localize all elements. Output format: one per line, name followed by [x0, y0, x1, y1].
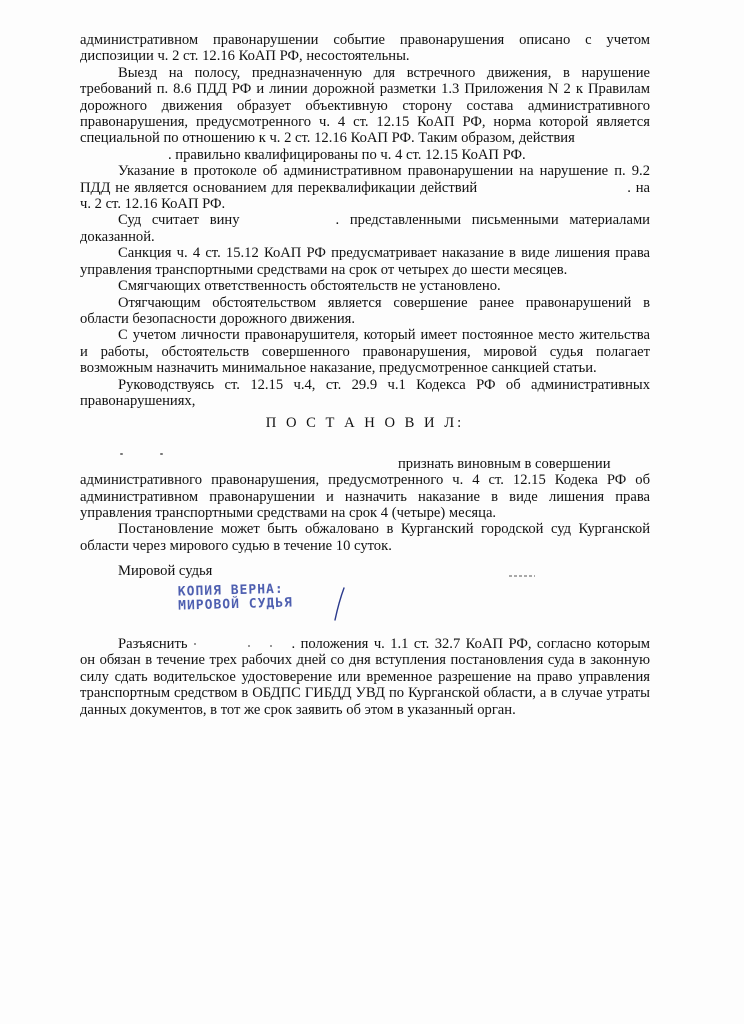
scan-speck — [248, 645, 250, 647]
paragraph-explanation — [80, 636, 650, 718]
handwritten-signature-mark — [330, 586, 350, 622]
judge-signature-label: Мировой судья — [118, 563, 213, 579]
stamp-line-1: КОПИЯ ВЕРНА: — [177, 581, 284, 600]
paragraph-personality: С учетом личности правонарушителя, который имеет постоянное место жительства и работы, обстоятельств совершенного правонарушения, мировой судья полагает возможным назначить минимальное наказание, предусмотренное санкцией статьи. — [80, 327, 650, 377]
scan-speck — [194, 643, 196, 645]
stamp-line-2: МИРОВОЙ СУДЬЯ — [177, 595, 294, 614]
paragraph-aggravating: Отягчающим обстоятельством является совершение ранее правонарушений в области безопасности дорожного движения. — [80, 294, 650, 327]
signature-dash-mark — [508, 574, 536, 578]
blank-space — [80, 434, 650, 456]
resolution-heading: П О С Т А Н О В И Л: — [265, 415, 465, 432]
scan-speck — [270, 645, 272, 647]
paragraph-protocol-end: . на ч. 2 ст. 12.16 КоАП РФ. — [80, 179, 650, 213]
paragraph-verdict — [80, 456, 650, 522]
body-text-upper — [80, 32, 650, 554]
paragraph-explanation-text: . положения ч. 1.1 ст. 32.7 КоАП РФ, согласно которым он обязан в течение трех рабочих дней со дня вступления постановления суда в законную силу сдать водительское удостоверение или временное разрешение на право управления транспортным средством в ОБДПС ГИБДД УВД по Курганской области, а в случае утраты данных документов, в тот же срок заявить об этом в указанный орган. — [80, 636, 650, 718]
paragraph-verdict-text: административного правонарушения, предусмотренного ч. 4 ст. 12.15 Кодека РФ об административном правонарушении и назначить наказание в виде лишения права управления транспортными средствами на срок 4 (четыре) месяца. — [80, 472, 650, 521]
body-text-lower — [80, 636, 650, 718]
paragraph-guilt — [80, 212, 650, 245]
paragraph-verdict-start: признать виновным в совершении — [398, 455, 611, 472]
paragraph-mitigating: Смягчающих ответственность обстоятельств не установлено. — [118, 278, 501, 295]
paragraph-continuation: административном правонарушении событие правонарушения описано с учетом диспозиции ч. 2 ст. 12.16 КоАП РФ, несостоятельны. — [80, 32, 650, 65]
paragraph-appeal: Постановление может быть обжаловано в Курганский городской суд Курганской области через мирового судью в течение 10 суток. — [80, 521, 650, 554]
paragraph-lane-violation — [80, 65, 650, 163]
scan-speck — [160, 453, 163, 455]
paragraph-sanction: Санкция ч. 4 ст. 15.12 КоАП РФ предусматривает наказание в виде лишения права управления транспортными средствами на срок от четырех до шести месяцев. — [80, 245, 650, 278]
paragraph-guilt-end: . представленными письменными материалами доказанной. — [80, 212, 650, 245]
paragraph-explanation-start: Разъяснить — [118, 636, 188, 652]
scan-speck — [120, 453, 123, 455]
copy-certified-stamp — [178, 582, 299, 613]
paragraph-guided-by: Руководствуясь ст. 12.15 ч.4, ст. 29.9 ч.1 Кодекса РФ об административных правонарушениях, — [80, 376, 650, 409]
paragraph-protocol — [80, 163, 650, 212]
paragraph-lane-violation-text: Выезд на полосу, предназначенную для встречного движения, в нарушение требований п. 8.6 ПДД РФ и линии дорожной разметки 1.3 Приложения N 2 к Правилам дорожного движения образует объективную сторону состава административного правонарушения, предусмотренного ч. 4 ст. 12.15 КоАП РФ, норма которой является специальной по отношению к ч. 2 ст. 12.16 КоАП РФ. Таким образом, действия — [80, 64, 650, 147]
paragraph-protocol-text: Указание в протоколе об административном правонарушении на нарушение п. 9.2 ПДД не является основанием для переквалификации действий — [80, 163, 650, 196]
paragraph-guilt-start: Суд считает вину — [118, 212, 240, 229]
paragraph-lane-violation-end: . правильно квалифицированы по ч. 4 ст. 12.15 КоАП РФ. — [168, 146, 526, 163]
